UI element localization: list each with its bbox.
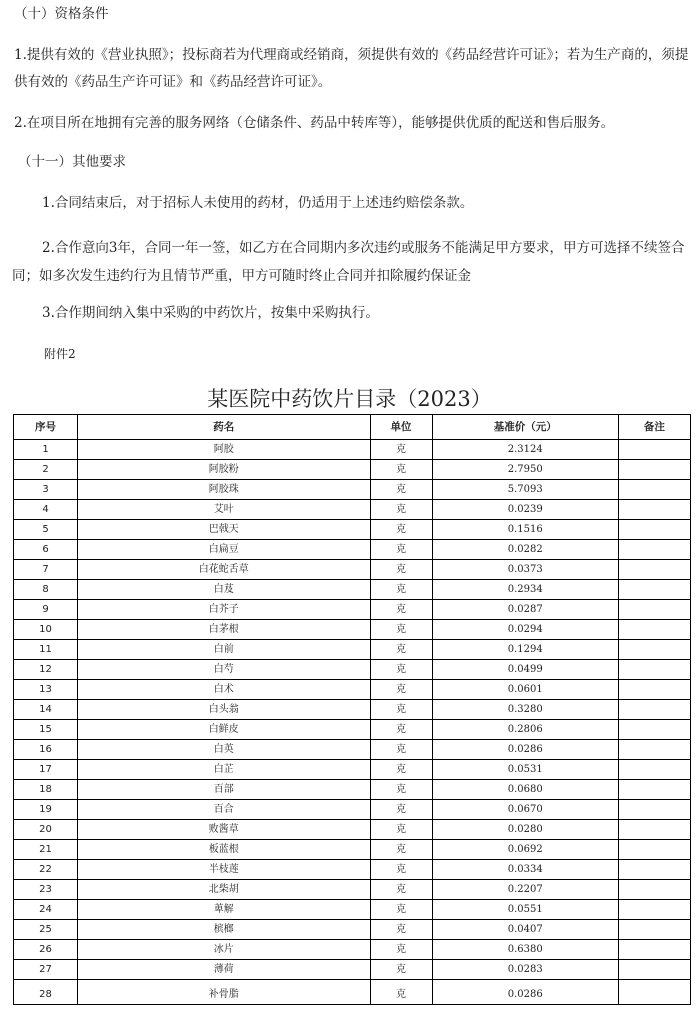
attachment-label: 附件2 xyxy=(44,347,76,361)
cell-note xyxy=(618,900,690,920)
cell-note xyxy=(618,520,690,540)
cell-number: 12 xyxy=(14,660,78,680)
cell-note xyxy=(618,580,690,600)
cell-drug-name: 阿胶 xyxy=(78,440,370,460)
table-row xyxy=(14,460,691,480)
cell-note xyxy=(618,460,690,480)
cell-base-price: 0.1294 xyxy=(432,640,618,660)
cell-drug-name: 百部 xyxy=(78,780,370,800)
table-row xyxy=(14,820,691,840)
cell-number: 15 xyxy=(14,720,78,740)
cell-base-price: 0.0531 xyxy=(432,760,618,780)
cell-base-price: 0.0287 xyxy=(432,600,618,620)
cell-number: 8 xyxy=(14,580,78,600)
cell-note xyxy=(618,700,690,720)
cell-number: 11 xyxy=(14,640,78,660)
cell-note xyxy=(618,440,690,460)
cell-unit: 克 xyxy=(370,460,432,480)
cell-drug-name: 白鲜皮 xyxy=(78,720,370,740)
cell-note xyxy=(618,620,690,640)
table-row xyxy=(14,520,691,540)
cell-drug-name: 白头翁 xyxy=(78,700,370,720)
cell-number: 21 xyxy=(14,840,78,860)
qualification-item-2: 2.在项目所在地拥有完善的服务网络（仓储条件、药品中转库等），能够提供优质的配送和售后服务。 xyxy=(14,115,615,131)
cell-unit: 克 xyxy=(370,740,432,760)
cell-base-price: 0.0499 xyxy=(432,660,618,680)
cell-unit: 克 xyxy=(370,640,432,660)
cell-base-price: 0.0670 xyxy=(432,800,618,820)
cell-base-price: 5.7093 xyxy=(432,480,618,500)
cell-unit: 克 xyxy=(370,560,432,580)
cell-drug-name: 萆解 xyxy=(78,900,370,920)
table-row xyxy=(14,880,691,900)
cell-number: 28 xyxy=(14,980,78,1005)
cell-number: 27 xyxy=(14,960,78,980)
table-row xyxy=(14,540,691,560)
cell-unit: 克 xyxy=(370,520,432,540)
cell-number: 22 xyxy=(14,860,78,880)
cell-drug-name: 败酱草 xyxy=(78,820,370,840)
table-row xyxy=(14,600,691,620)
cell-unit: 克 xyxy=(370,800,432,820)
cell-note xyxy=(618,940,690,960)
cell-drug-name: 白花蛇舌草 xyxy=(78,560,370,580)
cell-unit: 克 xyxy=(370,680,432,700)
cell-base-price: 0.0286 xyxy=(432,980,618,1005)
table-row xyxy=(14,620,691,640)
cell-drug-name: 白前 xyxy=(78,640,370,660)
cell-number: 3 xyxy=(14,480,78,500)
cell-note xyxy=(618,960,690,980)
cell-note xyxy=(618,660,690,680)
cell-drug-name: 板蓝根 xyxy=(78,840,370,860)
cell-note xyxy=(618,480,690,500)
cell-base-price: 0.2934 xyxy=(432,580,618,600)
cell-note xyxy=(618,760,690,780)
cell-unit: 克 xyxy=(370,760,432,780)
header-note: 备注 xyxy=(618,415,690,440)
herb-catalog-table xyxy=(13,414,691,1005)
cell-base-price: 0.0283 xyxy=(432,960,618,980)
header-unit: 单位 xyxy=(370,415,432,440)
table-row xyxy=(14,580,691,600)
cell-drug-name: 白茅根 xyxy=(78,620,370,640)
cell-unit: 克 xyxy=(370,480,432,500)
cell-number: 9 xyxy=(14,600,78,620)
cell-unit: 克 xyxy=(370,860,432,880)
cell-number: 10 xyxy=(14,620,78,640)
cell-drug-name: 补骨脂 xyxy=(78,980,370,1005)
other-requirement-2: 2.合作意向3年，合同一年一签，如乙方在合同期内多次违约或服务不能满足甲方要求，甲方可选择不续签合同；如多次发生违约行为且情节严重，甲方可随时终止合同并扣除履约保证金 xyxy=(12,240,685,284)
table-row xyxy=(14,560,691,580)
table-row xyxy=(14,840,691,860)
cell-drug-name: 巴戟天 xyxy=(78,520,370,540)
cell-drug-name: 艾叶 xyxy=(78,500,370,520)
cell-note xyxy=(618,640,690,660)
cell-note xyxy=(618,500,690,520)
cell-drug-name: 白术 xyxy=(78,680,370,700)
other-requirement-3: 3.合作期间纳入集中采购的中药饮片，按集中采购执行。 xyxy=(42,305,379,321)
cell-number: 26 xyxy=(14,940,78,960)
cell-drug-name: 阿胶珠 xyxy=(78,480,370,500)
cell-drug-name: 槟榔 xyxy=(78,920,370,940)
table-title: 某医院中药饮片目录（2023） xyxy=(207,387,492,411)
cell-drug-name: 白芥子 xyxy=(78,600,370,620)
cell-drug-name: 百合 xyxy=(78,800,370,820)
cell-base-price: 0.0680 xyxy=(432,780,618,800)
cell-drug-name: 白芨 xyxy=(78,580,370,600)
cell-number: 20 xyxy=(14,820,78,840)
cell-base-price: 2.3124 xyxy=(432,440,618,460)
cell-unit: 克 xyxy=(370,540,432,560)
cell-drug-name: 北柴胡 xyxy=(78,880,370,900)
cell-base-price: 0.0294 xyxy=(432,620,618,640)
cell-note xyxy=(618,540,690,560)
table-row xyxy=(14,680,691,700)
cell-drug-name: 白扁豆 xyxy=(78,540,370,560)
table-row xyxy=(14,720,691,740)
cell-base-price: 0.0282 xyxy=(432,540,618,560)
cell-drug-name: 阿胶粉 xyxy=(78,460,370,480)
table-row xyxy=(14,660,691,680)
cell-note xyxy=(618,780,690,800)
table-row xyxy=(14,960,691,980)
cell-unit: 克 xyxy=(370,820,432,840)
cell-base-price: 0.0334 xyxy=(432,860,618,880)
cell-number: 14 xyxy=(14,700,78,720)
header-base-price: 基准价（元） xyxy=(432,415,618,440)
header-drug-name: 药名 xyxy=(78,415,370,440)
cell-unit: 克 xyxy=(370,780,432,800)
table-row xyxy=(14,980,691,1005)
table-row xyxy=(14,440,691,460)
cell-number: 5 xyxy=(14,520,78,540)
cell-base-price: 0.0551 xyxy=(432,900,618,920)
cell-unit: 克 xyxy=(370,580,432,600)
cell-drug-name: 冰片 xyxy=(78,940,370,960)
cell-unit: 克 xyxy=(370,660,432,680)
cell-unit: 克 xyxy=(370,720,432,740)
table-row xyxy=(14,480,691,500)
cell-drug-name: 半枝莲 xyxy=(78,860,370,880)
cell-unit: 克 xyxy=(370,920,432,940)
table-body xyxy=(14,440,691,1005)
cell-number: 16 xyxy=(14,740,78,760)
cell-unit: 克 xyxy=(370,840,432,860)
header-number: 序号 xyxy=(14,415,78,440)
cell-base-price: 0.0373 xyxy=(432,560,618,580)
cell-note xyxy=(618,880,690,900)
cell-base-price: 0.0601 xyxy=(432,680,618,700)
qualification-item-1: 1.提供有效的《营业执照》；投标商若为代理商或经销商，须提供有效的《药品经营许可证》；若为生产商的，须提供有效的《药品生产许可证》和《药品经营许可证》。 xyxy=(14,47,689,90)
cell-unit: 克 xyxy=(370,600,432,620)
table-row xyxy=(14,780,691,800)
cell-unit: 克 xyxy=(370,620,432,640)
table-row xyxy=(14,640,691,660)
cell-number: 13 xyxy=(14,680,78,700)
cell-drug-name: 白芍 xyxy=(78,660,370,680)
cell-number: 24 xyxy=(14,900,78,920)
cell-number: 18 xyxy=(14,780,78,800)
cell-note xyxy=(618,980,690,1005)
cell-base-price: 0.2806 xyxy=(432,720,618,740)
cell-number: 4 xyxy=(14,500,78,520)
cell-base-price: 0.0407 xyxy=(432,920,618,940)
table-row xyxy=(14,900,691,920)
cell-number: 1 xyxy=(14,440,78,460)
cell-base-price: 2.7950 xyxy=(432,460,618,480)
cell-note xyxy=(618,840,690,860)
cell-base-price: 0.6380 xyxy=(432,940,618,960)
cell-note xyxy=(618,720,690,740)
section-heading-qualification: （十）资格条件 xyxy=(14,6,109,22)
cell-unit: 克 xyxy=(370,880,432,900)
table-row xyxy=(14,860,691,880)
cell-number: 7 xyxy=(14,560,78,580)
table-row xyxy=(14,740,691,760)
cell-base-price: 0.0692 xyxy=(432,840,618,860)
cell-note xyxy=(618,860,690,880)
cell-base-price: 0.0280 xyxy=(432,820,618,840)
cell-base-price: 0.0286 xyxy=(432,740,618,760)
cell-number: 19 xyxy=(14,800,78,820)
cell-unit: 克 xyxy=(370,940,432,960)
cell-unit: 克 xyxy=(370,500,432,520)
table-row xyxy=(14,920,691,940)
cell-note xyxy=(618,920,690,940)
cell-number: 6 xyxy=(14,540,78,560)
cell-note xyxy=(618,560,690,580)
table-row xyxy=(14,700,691,720)
cell-number: 2 xyxy=(14,460,78,480)
cell-note xyxy=(618,680,690,700)
cell-unit: 克 xyxy=(370,980,432,1005)
cell-base-price: 0.3280 xyxy=(432,700,618,720)
cell-unit: 克 xyxy=(370,700,432,720)
cell-number: 23 xyxy=(14,880,78,900)
table-row xyxy=(14,800,691,820)
table-row xyxy=(14,500,691,520)
cell-base-price: 0.2207 xyxy=(432,880,618,900)
cell-note xyxy=(618,820,690,840)
cell-unit: 克 xyxy=(370,440,432,460)
section-heading-other-requirements: （十一）其他要求 xyxy=(18,154,126,170)
cell-note xyxy=(618,740,690,760)
cell-base-price: 0.1516 xyxy=(432,520,618,540)
cell-note xyxy=(618,600,690,620)
cell-unit: 克 xyxy=(370,900,432,920)
cell-unit: 克 xyxy=(370,960,432,980)
cell-drug-name: 白英 xyxy=(78,740,370,760)
table-row xyxy=(14,760,691,780)
cell-number: 17 xyxy=(14,760,78,780)
other-requirement-1: 1.合同结束后，对于招标人未使用的药材，仍适用于上述违约赔偿条款。 xyxy=(42,195,474,211)
cell-drug-name: 白芷 xyxy=(78,760,370,780)
cell-number: 25 xyxy=(14,920,78,940)
table-header-row xyxy=(14,415,691,440)
table-row xyxy=(14,940,691,960)
cell-drug-name: 薄荷 xyxy=(78,960,370,980)
cell-note xyxy=(618,800,690,820)
cell-base-price: 0.0239 xyxy=(432,500,618,520)
